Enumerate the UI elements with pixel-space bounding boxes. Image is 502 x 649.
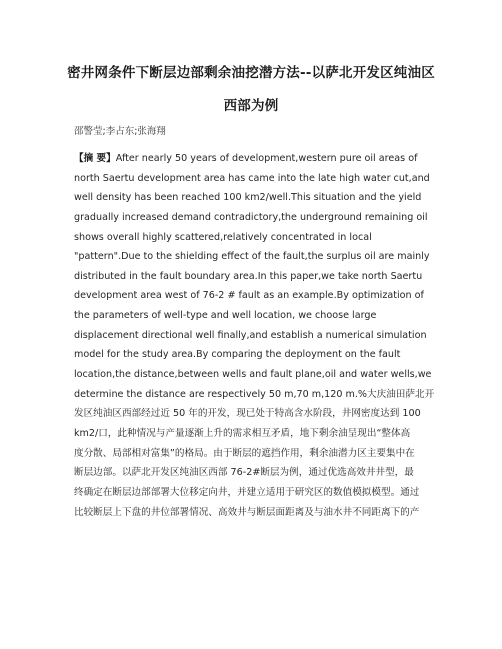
abstract-line: development area west of 76-2 # fault as an example.By optimization of (74, 290, 424, 302)
abstract-line: distributed in the fault boundary area.In this paper,we take north Saertu (74, 270, 423, 282)
abstract-line: 终确定在断层边部部署大位移定向井，并建立适用于研究区的数值模拟模型。通过 (74, 486, 420, 498)
abstract-line: displacement directional well finally,and establish a numerical simulation (74, 329, 427, 341)
abstract-line: well density has been reached 100 km2/well.This situation and the yield (74, 192, 422, 204)
abstract-line: gradually increased demand contradictory,the underground remaining oil (74, 211, 428, 223)
abstract-line-text: After nearly 50 years of development,western pure oil areas of (115, 153, 418, 164)
abstract-line: determine the distance are respectively 50 m,70 m,120 m.%大庆油田萨北开 (74, 388, 435, 400)
abstract-body (74, 149, 434, 522)
paper-title-line-2: 西部为例 (223, 98, 279, 114)
abstract-line: north Saertu development area has came into the late high water cut,and (74, 172, 430, 184)
abstract-line: "pattern".Due to the shielding effect of the fault,the surplus oil are mainly (74, 251, 430, 263)
abstract-line: 度分散、局部相对富集”的格局。由于断层的遮挡作用，剩余油潜力区主要集中在 (74, 447, 415, 459)
abstract-line: model for the study area.By comparing the deployment on the fault (74, 349, 401, 361)
abstract-line: 比较断层上下盘的井位部署情况、高效井与断层面距离及与油水井不同距离下的产 (74, 506, 420, 518)
abstract-line: shows overall highly scattered,relatively concentrated in local (74, 231, 372, 243)
abstract-line: the parameters of well-type and well location, we choose large (74, 310, 377, 322)
abstract-line: 断层边部。以萨北开发区纯油区西部 76-2#断层为例，通过优选高效井井型，最 (74, 467, 414, 479)
abstract-label: 【摘 要】 (74, 153, 116, 164)
abstract-line: km2/口，此种情况与产量逐渐上升的需求相互矛盾，地下剩余油呈现出“整体高 (74, 427, 411, 439)
abstract-line (74, 149, 434, 169)
authors: 邵警莹;李占东;张海翔 (74, 126, 166, 137)
abstract-line: location,the distance,between wells and fault plane,oil and water wells,we (74, 369, 432, 381)
abstract-line: 发区纯油区西部经过近 50 年的开发，现已处于特高含水阶段，井网密度达到 100 (74, 408, 421, 420)
paper-title-line-1: 密井网条件下断层边部剩余油挖潜方法--以萨北开发区纯油区 (67, 65, 435, 81)
